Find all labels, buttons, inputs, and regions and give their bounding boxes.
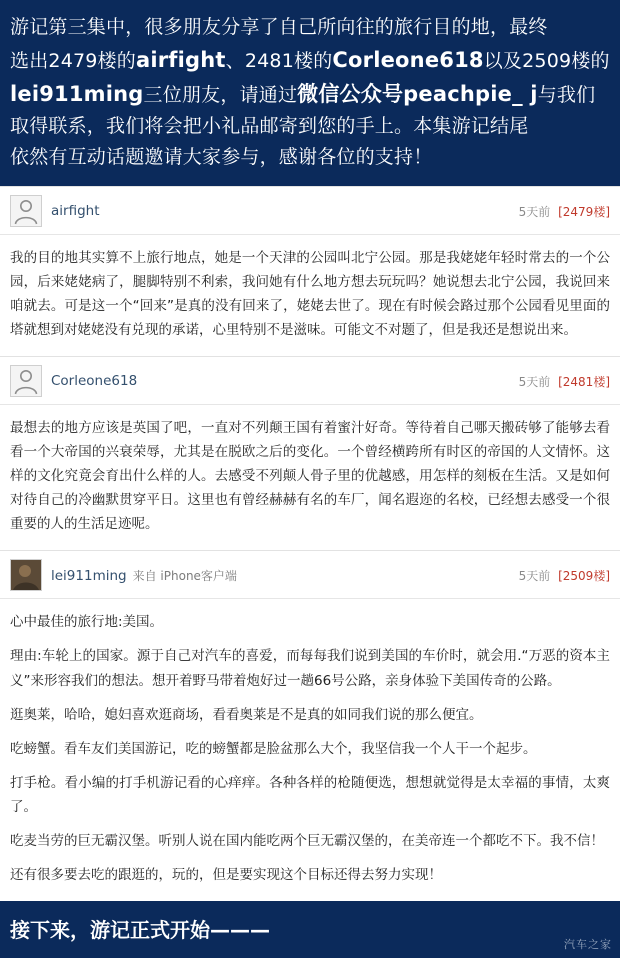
post-source: 来自 iPhone客户端: [132, 568, 237, 583]
post-paragraph: 最想去的地方应该是英国了吧，一直对不列颠王国有着蜜汁好奇。等待着自己哪天搬砖够了能够去看看一个大帝国的兴衰荣辱，尤其是在脱欧之后的变化。一个曾经横跨所有时区的帝国的人文情怀。这样的文化究竟会育出什么样的人。去感受不列颠人骨子里的优越感，用怎样的刻板在生活。又是如何对待自己的冷幽默贯穿平日。这里也有曾经赫赫有名的车厂，闻名遐迩的名校，已经想去感受一个很重要的人的生活足迹呢。: [10, 420, 610, 533]
post-body: [0, 599, 620, 900]
post-username[interactable]: [51, 567, 237, 584]
intro-line-4: 取得联系，我们将会把小礼品邮寄到您的手上。本集游记结尾: [10, 114, 529, 137]
post-paragraph: 打手枪。看小编的打手机游记看的心痒痒。各种各样的枪随便选，想想就觉得是太幸福的事情，太爽了。: [10, 774, 610, 815]
username-text: lei911ming: [51, 567, 127, 584]
outro-text: 接下来，游记正式开始———: [10, 917, 270, 942]
post-meta: [519, 373, 610, 390]
username-text: airfight: [51, 203, 100, 220]
intro-line-1: 游记第三集中，很多朋友分享了自己所向往的旅行目的地，最终: [10, 16, 548, 38]
intro-line-3-suffix: 与我们: [537, 83, 596, 106]
post-body: [0, 405, 620, 550]
post-item: [0, 186, 620, 356]
post-body: [0, 235, 620, 356]
intro-banner: [0, 0, 620, 186]
post-header: [0, 551, 620, 599]
username-text: Corleone618: [51, 373, 138, 390]
site-watermark: 汽车之家: [564, 937, 612, 951]
winner-name-3: lei911ming: [10, 81, 144, 106]
post-username[interactable]: [51, 373, 137, 389]
avatar[interactable]: [10, 365, 42, 397]
wechat-account: 微信公众号peachpie_ j: [297, 81, 538, 106]
outro-banner: [0, 901, 620, 958]
intro-line-5: 依然有互动话题邀请大家参与，感谢各位的支持！: [10, 145, 433, 168]
post-paragraph: 我的目的地其实算不上旅行地点，她是一个天津的公园叫北宁公园。那是我姥姥年轻时常去的一个公园，后来姥姥病了，腿脚特别不利索，我问她有什么地方想去玩玩吗？她说想去北宁公园，我说回来咱就去。可是这一个“回来”是真的没有回来了，姥姥去世了。现在有时候会路过那个公园看见里面的塔就想到对姥姥没有兑现的承诺，心里特别不是滋味。可能文不对题了，但是我还是想说出来。: [10, 250, 610, 339]
post-header: [0, 187, 620, 235]
post-username[interactable]: [51, 203, 100, 219]
post-floor[interactable]: [2479楼]: [558, 204, 610, 219]
intro-line-3-mid: 三位朋友，请通过: [143, 83, 298, 106]
post-header: [0, 357, 620, 405]
post-paragraph: 理由:车轮上的国家。源于自己对汽车的喜爱，而每每我们说到美国的车价时，就会用.“万恶的资本主义”来形容我们的想法。想开着野马带着炮好过一趟66号公路，亲身体验下美国传奇的公路。: [10, 648, 610, 689]
post-time: 5天前: [518, 568, 551, 583]
post-paragraph: 吃麦当劳的巨无霸汉堡。听别人说在国内能吃两个巨无霸汉堡的，在美帝连一个都吃不下。我不信！: [10, 832, 604, 849]
post-paragraph: 心中最佳的旅行地:美国。: [10, 614, 164, 631]
avatar[interactable]: [10, 195, 42, 227]
post-paragraph: 逛奥莱，哈哈，媳妇喜欢逛商场，看看奥莱是不是真的如同我们说的那么便宜。: [10, 706, 483, 723]
post-time: 5天前: [518, 204, 551, 219]
post-item: [0, 550, 620, 900]
winner-name-1: airfight: [135, 47, 226, 72]
post-item: [0, 356, 620, 550]
post-time: 5天前: [518, 374, 551, 389]
intro-line-2-mid: 、2481楼的: [225, 49, 333, 72]
intro-line-2-prefix: 选出2479楼的: [10, 49, 136, 72]
post-meta: [519, 203, 610, 220]
avatar[interactable]: [10, 559, 42, 591]
winner-name-2: Corleone618: [332, 47, 484, 72]
post-meta: [519, 567, 610, 584]
post-paragraph: 还有很多要去吃的跟逛的，玩的，但是要实现这个目标还得去努力实现！: [10, 866, 442, 883]
post-floor[interactable]: [2481楼]: [558, 374, 610, 389]
post-paragraph: 吃螃蟹。看车友们美国游记，吃的螃蟹都是脸盆那么大个，我坚信我一个人干一个起步。: [10, 740, 537, 757]
intro-line-2-suffix: 以及2509楼的: [483, 49, 610, 72]
post-floor[interactable]: [2509楼]: [558, 568, 610, 583]
